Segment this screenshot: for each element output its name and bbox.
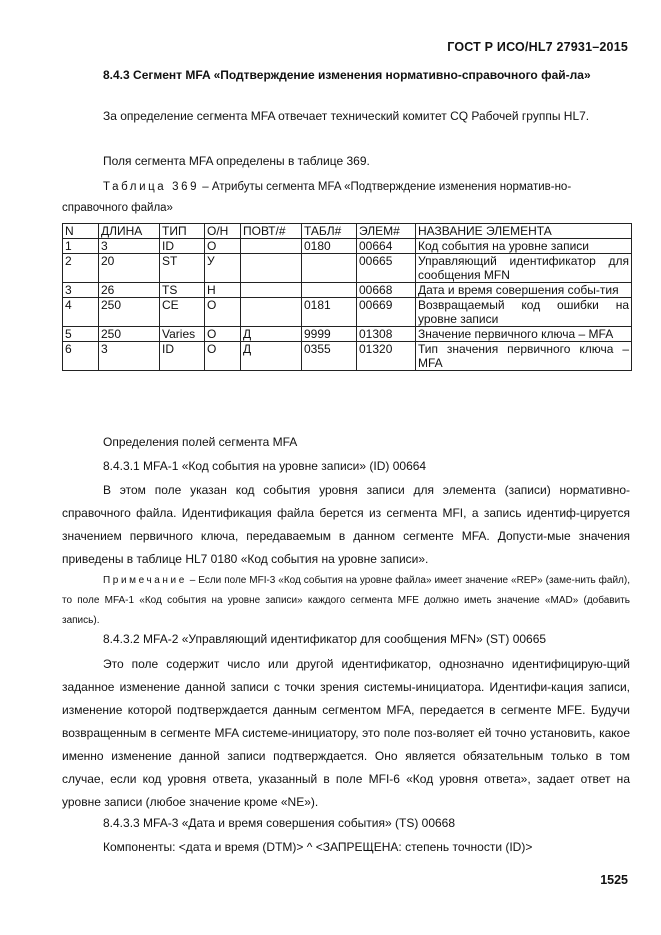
cell-type: TS (160, 283, 205, 298)
definitions-heading: Определения полей сегмента MFA (103, 435, 298, 449)
table-reference: Поля сегмента MFA определены в таблице 369. (103, 154, 370, 168)
field-mfa2-title: 8.4.3.2 MFA-2 «Управляющий идентификатор для сообщения MFN» (ST) 00665 (103, 632, 547, 646)
cell-element-name: Код события на уровне записи (416, 239, 632, 254)
field-mfa3-components: Компоненты: <дата и время (DTM)> ^ <ЗАПРЕЩЕНА: степень точности (ID)> (103, 840, 533, 854)
cell-element: 00669 (357, 298, 416, 327)
cell-type: CE (160, 298, 205, 327)
cell-optionality: О (205, 342, 241, 371)
cell-table: 0180 (302, 239, 357, 254)
intro-paragraph (62, 105, 630, 128)
cell-n: 1 (63, 239, 99, 254)
table-row (63, 254, 632, 283)
cell-element-name: Возвращаемый код ошибки на уровне записи (416, 298, 632, 327)
cell-type: Varies (160, 327, 205, 342)
table-header-row (63, 224, 632, 239)
cell-element: 01308 (357, 327, 416, 342)
note (62, 571, 630, 631)
cell-length: 250 (99, 327, 160, 342)
col-n: N (63, 224, 99, 239)
note-text: – Если поле MFI-3 «Код события на уровне файла» имеет значение «REP» (заме-нить файл), то поле MFA-1 «Код события на уровне записи» каждого сегмента MFE должно иметь значение «MAD» (добавить запись). (62, 575, 630, 626)
cell-element: 00664 (357, 239, 416, 254)
col-repeat: ПОВТ/# (241, 224, 302, 239)
col-optionality: О/Н (205, 224, 241, 239)
intro-text: За определение сегмента MFA отвечает технический комитет CQ Рабочей группы HL7. (103, 109, 590, 123)
table-row (63, 298, 632, 327)
cell-repeat (241, 239, 302, 254)
cell-length: 20 (99, 254, 160, 283)
cell-element-name: Дата и время совершения собы-тия (416, 283, 632, 298)
cell-table (302, 283, 357, 298)
field-mfa2-description: Это поле содержит число или другой идентификатор, однозначно идентифицирую-щий заданное изменение данной записи с точки зрения системы-инициатора. Идентифи-кация записи, изменение которой подтверждается данным сегментом MFA, передается в сегменте MFE. Будучи возвращенным в сегменте MFA системе-инициатору, это поле поз-воляет ей точно установить, какое именно изменение данной записи подтверждается. Оно является обязательным только в том случае, если код уровня ответа, указанный в поле MFI-6 «Код уровня ответа», задает ответ на уровне записи (любое значение кроме «NE»). (62, 657, 630, 809)
cell-optionality: О (205, 239, 241, 254)
col-element-name: НАЗВАНИЕ ЭЛЕМЕНТА (416, 224, 632, 239)
cell-length: 3 (99, 342, 160, 371)
col-table: ТАБЛ# (302, 224, 357, 239)
cell-optionality: О (205, 327, 241, 342)
cell-n: 4 (63, 298, 99, 327)
field-mfa1-description: В этом поле указан код события уровня записи для элемента (записи) нормативно-справочного файла. Идентификация файла берется из сегмента MFI, а запись идентиф-цируется значением первичного ключа, передаваемым в данном сегменте MFA. Допусти-мые значения приведены в таблице HL7 0180 «Код события на уровне записи». (62, 483, 630, 566)
cell-repeat (241, 254, 302, 283)
cell-optionality: У (205, 254, 241, 283)
cell-length: 26 (99, 283, 160, 298)
cell-repeat: Д (241, 327, 302, 342)
cell-n: 6 (63, 342, 99, 371)
cell-element: 00668 (357, 283, 416, 298)
cell-n: 2 (63, 254, 99, 283)
cell-element-name: Тип значения первичного ключа – MFA (416, 342, 632, 371)
table-row (63, 283, 632, 298)
cell-element: 01320 (357, 342, 416, 371)
cell-table: 0181 (302, 298, 357, 327)
cell-table (302, 254, 357, 283)
cell-element-name: Управляющий идентификатор для сообщения MFN (416, 254, 632, 283)
cell-n: 5 (63, 327, 99, 342)
cell-n: 3 (63, 283, 99, 298)
table-caption-text: – Атрибуты сегмента MFA «Подтверждение изменения норматив-но-справочного файла» (62, 181, 572, 214)
field-mfa1-title: 8.4.3.1 MFA-1 «Код события на уровне записи» (ID) 00664 (103, 459, 427, 473)
cell-table: 0355 (302, 342, 357, 371)
cell-optionality: О (205, 298, 241, 327)
table-caption (62, 177, 630, 219)
table-row (63, 239, 632, 254)
table-row (63, 342, 632, 371)
cell-length: 3 (99, 239, 160, 254)
col-length: ДЛИНА (99, 224, 160, 239)
table-caption-label: Таблица 369 (103, 181, 200, 193)
page-number: 1525 (600, 873, 628, 887)
cell-element-name: Значение первичного ключа – MFA (416, 327, 632, 342)
cell-repeat (241, 283, 302, 298)
cell-length: 250 (99, 298, 160, 327)
cell-repeat (241, 298, 302, 327)
cell-repeat: Д (241, 342, 302, 371)
section-title: 8.4.3 Сегмент MFA «Подтверждение изменения нормативно-справочного фай-ла» (103, 68, 591, 82)
cell-type: ID (160, 239, 205, 254)
cell-type: ST (160, 254, 205, 283)
cell-table: 9999 (302, 327, 357, 342)
field-mfa3-title: 8.4.3.3 MFA-3 «Дата и время совершения события» (TS) 00668 (103, 816, 456, 830)
table-row (63, 327, 632, 342)
col-type: ТИП (160, 224, 205, 239)
document-header: ГОСТ Р ИСО/HL7 27931–2015 (447, 40, 628, 54)
cell-optionality: Н (205, 283, 241, 298)
note-label: Примечание (103, 575, 187, 586)
cell-element: 00665 (357, 254, 416, 283)
cell-type: ID (160, 342, 205, 371)
segment-fields-table (62, 223, 632, 371)
col-element: ЭЛЕМ# (357, 224, 416, 239)
